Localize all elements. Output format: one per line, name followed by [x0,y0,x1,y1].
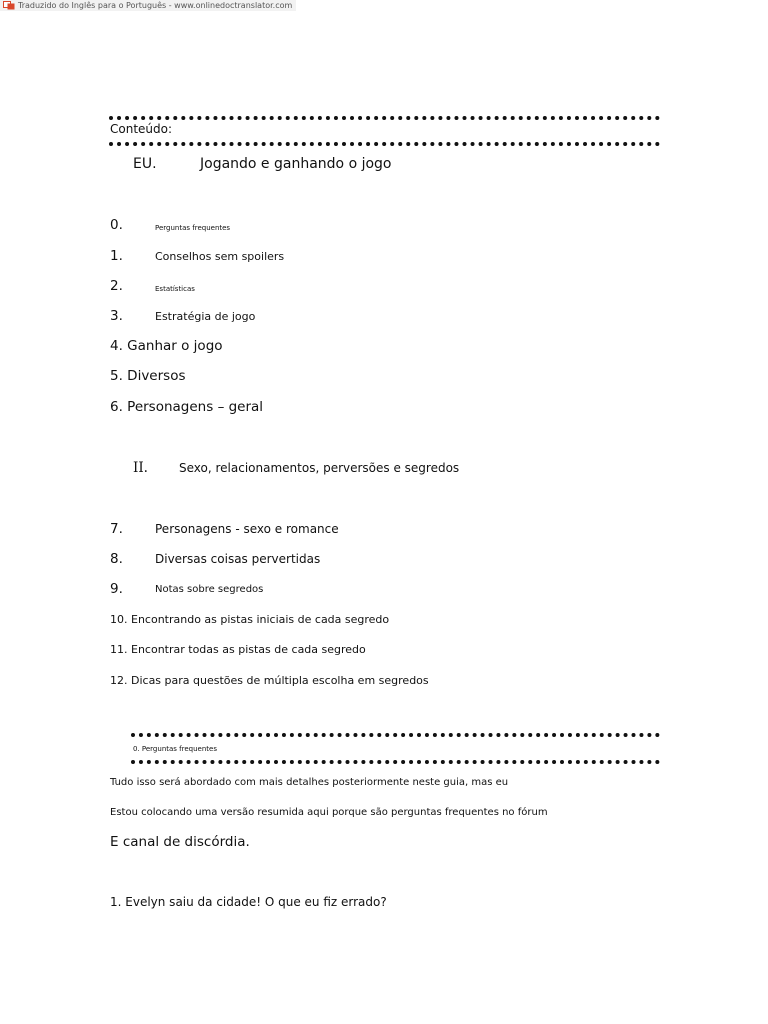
toc-item-5[interactable]: 5. Diversos [110,368,186,384]
toc-item-2-number: 2. [110,278,123,294]
section0-bottom-rule [131,760,660,764]
toc-item-10[interactable]: 10. Encontrando as pistas iniciais de cada segredo [110,613,390,626]
section0-top-rule [131,733,660,737]
toc-item-0-label[interactable]: Perguntas frequentes [155,224,231,232]
part1-numeral: EU. [133,156,157,172]
toc-item-3-label[interactable]: Estratégia de jogo [155,310,256,323]
toc-item-12[interactable]: 12. Dicas para questões de múltipla escolha em segredos [110,674,429,687]
section0-heading: 0. Perguntas frequentes [133,745,217,753]
toc-item-7-number: 7. [110,521,123,537]
part2-title: Sexo, relacionamentos, perversões e segredos [179,461,460,475]
toc-item-11[interactable]: 11. Encontrar todas as pistas de cada segredo [110,643,366,656]
toc-item-1-number: 1. [110,248,123,264]
contents-heading: Conteúdo: [110,122,173,136]
faq-question-1: 1. Evelyn saiu da cidade! O que eu fiz errado? [110,895,387,909]
translation-banner[interactable] [0,0,296,11]
body-line-3: E canal de discórdia. [110,834,250,850]
toc-item-7-label[interactable]: Personagens - sexo e romance [155,522,339,536]
body-line-1: Tudo isso será abordado com mais detalhes posteriormente neste guia, mas eu [110,777,509,788]
toc-item-4[interactable]: 4. Ganhar o jogo [110,338,223,354]
toc-item-0-number: 0. [110,217,123,233]
translation-banner-text: Traduzido do Inglês para o Português - www.onlinedoctranslator.com [18,1,293,10]
toc-item-6[interactable]: 6. Personagens – geral [110,399,264,415]
toc-item-9-number: 9. [110,581,123,597]
contents-bottom-rule [109,142,660,146]
toc-item-3-number: 3. [110,308,123,324]
toc-item-2-label[interactable]: Estatísticas [155,285,195,293]
toc-item-8-label[interactable]: Diversas coisas pervertidas [155,552,321,566]
toc-item-1-label[interactable]: Conselhos sem spoilers [155,250,285,263]
body-line-2: Estou colocando uma versão resumida aqui porque são perguntas frequentes no fórum [110,807,548,818]
translator-logo-icon [3,1,15,10]
part2-numeral: II. [133,460,148,476]
contents-top-rule [109,116,660,120]
toc-item-9-label[interactable]: Notas sobre segredos [155,584,264,595]
toc-item-8-number: 8. [110,551,123,567]
part1-title: Jogando e ganhando o jogo [200,156,392,172]
